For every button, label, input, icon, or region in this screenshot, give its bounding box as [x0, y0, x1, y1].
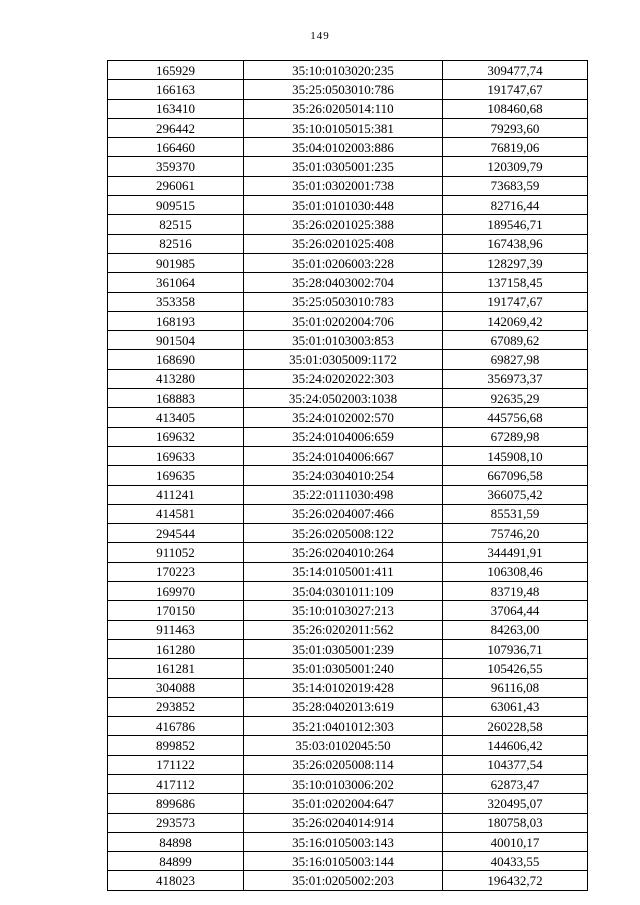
- table-row: [108, 176, 588, 195]
- cadastral-number-cell: 35:01:0305001:239: [244, 639, 443, 658]
- cadastral-number-cell: 35:04:0301011:109: [244, 582, 443, 601]
- cadastral-number-cell: 35:01:0305001:235: [244, 157, 443, 176]
- cadastral-number-cell: 35:21:0401012:303: [244, 717, 443, 736]
- table-row: [108, 446, 588, 465]
- id-cell: 168193: [108, 311, 244, 330]
- value-cell: 144606,42: [443, 736, 588, 755]
- table-row: [108, 678, 588, 697]
- cadastral-number-cell: 35:24:0104006:667: [244, 446, 443, 465]
- table-row: [108, 852, 588, 871]
- cadastral-number-cell: 35:01:0205002:203: [244, 871, 443, 890]
- id-cell: 169970: [108, 582, 244, 601]
- id-cell: 168883: [108, 389, 244, 408]
- value-cell: 189546,71: [443, 215, 588, 234]
- cadastral-number-cell: 35:26:0201025:388: [244, 215, 443, 234]
- value-cell: 445756,68: [443, 408, 588, 427]
- value-cell: 344491,91: [443, 543, 588, 562]
- value-cell: 85531,59: [443, 504, 588, 523]
- id-cell: 161280: [108, 639, 244, 658]
- value-cell: 137158,45: [443, 273, 588, 292]
- value-cell: 145908,10: [443, 446, 588, 465]
- id-cell: 901985: [108, 253, 244, 272]
- table-row: [108, 311, 588, 330]
- cadastral-number-cell: 35:01:0305009:1172: [244, 350, 443, 369]
- value-cell: 69827,98: [443, 350, 588, 369]
- cadastral-number-cell: 35:01:0101030:448: [244, 196, 443, 215]
- id-cell: 909515: [108, 196, 244, 215]
- cadastral-number-cell: 35:01:0103003:853: [244, 331, 443, 350]
- table-row: [108, 292, 588, 311]
- value-cell: 67089,62: [443, 331, 588, 350]
- id-cell: 82516: [108, 234, 244, 253]
- id-cell: 304088: [108, 678, 244, 697]
- cadastral-number-cell: 35:24:0102002:570: [244, 408, 443, 427]
- cadastral-number-cell: 35:26:0204007:466: [244, 504, 443, 523]
- table-row: [108, 99, 588, 118]
- value-cell: 62873,47: [443, 774, 588, 793]
- value-cell: 196432,72: [443, 871, 588, 890]
- table-row: [108, 697, 588, 716]
- id-cell: 899852: [108, 736, 244, 755]
- id-cell: 161281: [108, 659, 244, 678]
- id-cell: 899686: [108, 794, 244, 813]
- value-cell: 120309,79: [443, 157, 588, 176]
- id-cell: 169635: [108, 466, 244, 485]
- cadastral-number-cell: 35:03:0102045:50: [244, 736, 443, 755]
- table-row: [108, 331, 588, 350]
- cadastral-number-cell: 35:25:0503010:786: [244, 80, 443, 99]
- table-row: [108, 524, 588, 543]
- cadastral-number-cell: 35:16:0105003:143: [244, 832, 443, 851]
- id-cell: 911463: [108, 620, 244, 639]
- cadastral-number-cell: 35:26:0204010:264: [244, 543, 443, 562]
- table-row: [108, 813, 588, 832]
- cadastral-number-cell: 35:01:0305001:240: [244, 659, 443, 678]
- id-cell: 901504: [108, 331, 244, 350]
- cadastral-number-cell: 35:24:0202022:303: [244, 369, 443, 388]
- value-cell: 37064,44: [443, 601, 588, 620]
- table-row: [108, 620, 588, 639]
- id-cell: 911052: [108, 543, 244, 562]
- cadastral-number-cell: 35:22:0111030:498: [244, 485, 443, 504]
- cadastral-number-cell: 35:24:0304010:254: [244, 466, 443, 485]
- table-row: [108, 659, 588, 678]
- cadastral-number-cell: 35:10:0105015:381: [244, 118, 443, 137]
- cadastral-number-cell: 35:26:0205008:122: [244, 524, 443, 543]
- table-row: [108, 138, 588, 157]
- cadastral-number-cell: 35:10:0103027:213: [244, 601, 443, 620]
- table-row: [108, 774, 588, 793]
- table-row: [108, 369, 588, 388]
- cadastral-number-cell: 35:10:0103020:235: [244, 61, 443, 80]
- cadastral-number-cell: 35:01:0206003:228: [244, 253, 443, 272]
- cadastral-number-cell: 35:01:0302001:738: [244, 176, 443, 195]
- table-row: [108, 755, 588, 774]
- table-row: [108, 717, 588, 736]
- id-cell: 165929: [108, 61, 244, 80]
- value-cell: 105426,55: [443, 659, 588, 678]
- cadastral-number-cell: 35:26:0205014:110: [244, 99, 443, 118]
- value-cell: 92635,29: [443, 389, 588, 408]
- value-cell: 260228,58: [443, 717, 588, 736]
- id-cell: 168690: [108, 350, 244, 369]
- cadastral-number-cell: 35:24:0502003:1038: [244, 389, 443, 408]
- cadastral-number-cell: 35:16:0105003:144: [244, 852, 443, 871]
- id-cell: 170150: [108, 601, 244, 620]
- value-cell: 104377,54: [443, 755, 588, 774]
- table-row: [108, 234, 588, 253]
- value-cell: 191747,67: [443, 292, 588, 311]
- table-body: [108, 61, 588, 891]
- table-row: [108, 408, 588, 427]
- page-number: 149: [310, 30, 330, 42]
- cadastral-number-cell: 35:14:0105001:411: [244, 562, 443, 581]
- value-cell: 667096,58: [443, 466, 588, 485]
- id-cell: 416786: [108, 717, 244, 736]
- cadastral-number-cell: 35:01:0202004:647: [244, 794, 443, 813]
- id-cell: 166460: [108, 138, 244, 157]
- id-cell: 171122: [108, 755, 244, 774]
- cadastral-number-cell: 35:26:0204014:914: [244, 813, 443, 832]
- value-cell: 96116,08: [443, 678, 588, 697]
- table-row: [108, 389, 588, 408]
- value-cell: 320495,07: [443, 794, 588, 813]
- id-cell: 169632: [108, 427, 244, 446]
- cadastral-number-cell: 35:26:0202011:562: [244, 620, 443, 639]
- value-cell: 73683,59: [443, 176, 588, 195]
- id-cell: 296442: [108, 118, 244, 137]
- value-cell: 128297,39: [443, 253, 588, 272]
- cadastral-number-cell: 35:26:0205008:114: [244, 755, 443, 774]
- table-row: [108, 61, 588, 80]
- value-cell: 180758,03: [443, 813, 588, 832]
- value-cell: 142069,42: [443, 311, 588, 330]
- table-row: [108, 196, 588, 215]
- id-cell: 361064: [108, 273, 244, 292]
- id-cell: 417112: [108, 774, 244, 793]
- id-cell: 84899: [108, 852, 244, 871]
- cadastral-number-cell: 35:28:0402013:619: [244, 697, 443, 716]
- value-cell: 106308,46: [443, 562, 588, 581]
- id-cell: 163410: [108, 99, 244, 118]
- id-cell: 293852: [108, 697, 244, 716]
- value-cell: 67289,98: [443, 427, 588, 446]
- id-cell: 414581: [108, 504, 244, 523]
- table-row: [108, 350, 588, 369]
- cadastral-number-cell: 35:01:0202004:706: [244, 311, 443, 330]
- cadastral-number-cell: 35:10:0103006:202: [244, 774, 443, 793]
- table-row: [108, 253, 588, 272]
- table-row: [108, 832, 588, 851]
- id-cell: 170223: [108, 562, 244, 581]
- cadastral-number-cell: 35:26:0201025:408: [244, 234, 443, 253]
- value-cell: 83719,48: [443, 582, 588, 601]
- id-cell: 293573: [108, 813, 244, 832]
- table-row: [108, 273, 588, 292]
- cadastral-number-cell: 35:04:0102003:886: [244, 138, 443, 157]
- cadastral-number-cell: 35:25:0503010:783: [244, 292, 443, 311]
- value-cell: 191747,67: [443, 80, 588, 99]
- table-row: [108, 215, 588, 234]
- value-cell: 76819,06: [443, 138, 588, 157]
- id-cell: 353358: [108, 292, 244, 311]
- value-cell: 309477,74: [443, 61, 588, 80]
- value-cell: 167438,96: [443, 234, 588, 253]
- cadastral-number-cell: 35:28:0403002:704: [244, 273, 443, 292]
- value-cell: 82716,44: [443, 196, 588, 215]
- id-cell: 166163: [108, 80, 244, 99]
- value-cell: 79293,60: [443, 118, 588, 137]
- id-cell: 296061: [108, 176, 244, 195]
- id-cell: 82515: [108, 215, 244, 234]
- value-cell: 40433,55: [443, 852, 588, 871]
- table-row: [108, 601, 588, 620]
- table-row: [108, 871, 588, 890]
- value-cell: 63061,43: [443, 697, 588, 716]
- table-row: [108, 466, 588, 485]
- id-cell: 294544: [108, 524, 244, 543]
- table-row: [108, 562, 588, 581]
- table-row: [108, 543, 588, 562]
- value-cell: 356973,37: [443, 369, 588, 388]
- id-cell: 411241: [108, 485, 244, 504]
- value-cell: 107936,71: [443, 639, 588, 658]
- id-cell: 418023: [108, 871, 244, 890]
- value-cell: 40010,17: [443, 832, 588, 851]
- id-cell: 359370: [108, 157, 244, 176]
- id-cell: 413280: [108, 369, 244, 388]
- cadastral-number-cell: 35:24:0104006:659: [244, 427, 443, 446]
- value-cell: 84263,00: [443, 620, 588, 639]
- id-cell: 84898: [108, 832, 244, 851]
- id-cell: 413405: [108, 408, 244, 427]
- cadastral-number-cell: 35:14:0102019:428: [244, 678, 443, 697]
- table-row: [108, 157, 588, 176]
- table-row: [108, 794, 588, 813]
- value-cell: 108460,68: [443, 99, 588, 118]
- id-cell: 169633: [108, 446, 244, 465]
- table-row: [108, 582, 588, 601]
- table-row: [108, 485, 588, 504]
- table-row: [108, 736, 588, 755]
- value-cell: 75746,20: [443, 524, 588, 543]
- table-row: [108, 427, 588, 446]
- table-row: [108, 639, 588, 658]
- table-row: [108, 504, 588, 523]
- table-row: [108, 80, 588, 99]
- value-cell: 366075,42: [443, 485, 588, 504]
- table-row: [108, 118, 588, 137]
- data-table: [107, 60, 588, 891]
